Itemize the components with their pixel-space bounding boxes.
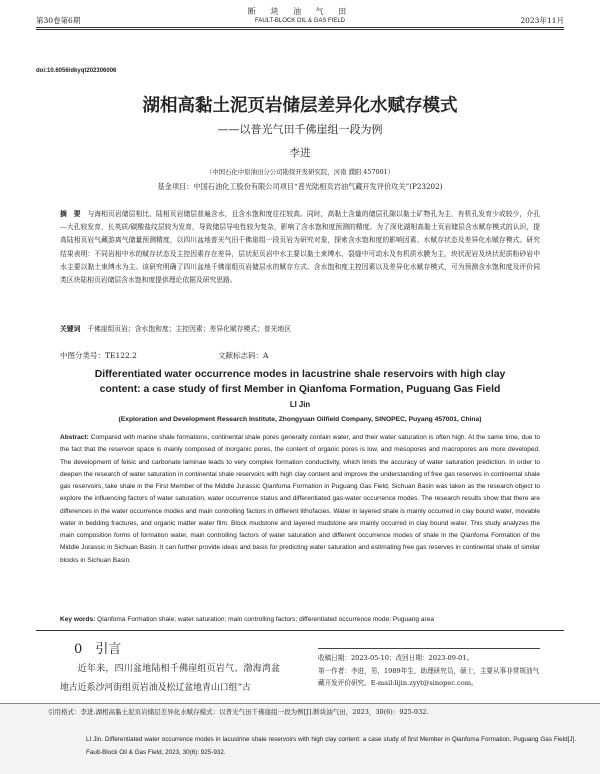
keywords-cn-label: 关键词 (60, 325, 81, 333)
title-en: Differentiated water occurrence modes in lacustrine shale reservoirs with high clay content: a case study of first Member in Qianfoma Formation, Puguang Gas Field (94, 369, 506, 395)
section-heading: 0 引言 (74, 642, 122, 657)
author-en: LI Jin (289, 400, 311, 409)
intro-paragraph: 近年来，四川盆地陆相千佛崖组页岩气、渤海湾盆地古近系沙河街组页岩油及松辽盆地青山口组“古 (60, 664, 280, 693)
journal-name-en: FAULT-BLOCK OIL & GAS FIELD (254, 18, 346, 24)
clc-number: 中图分类号：TE122.2 (60, 351, 137, 360)
affiliation-cn: （中国石化中原油田分公司勘探开发研究院，河南 濮阳 457001） (205, 168, 395, 176)
fund-note: 基金项目：中国石油化工股份有限公司项目“普光陆相页岩油气藏开发评价攻关”(P23202) (157, 182, 443, 191)
doi: doi:10.6056/dkyqt202306006 (36, 68, 117, 74)
footnote-rule (318, 648, 540, 649)
subtitle-cn: ——以普光气田千佛崖组一段为例 (217, 123, 383, 136)
keywords-en-label: Key words: (60, 616, 96, 623)
issue-date: 2023年11月 (520, 16, 564, 25)
title-cn: 湖相高黏土泥页岩储层差异化水赋存模式 (142, 96, 458, 116)
affiliation-en: (Exploration and Development Research Institute, Zhongyuan Oilfield Company, SINOPEC, Puyang 457001, China) (118, 416, 482, 423)
keywords-cn (60, 325, 540, 334)
header-rule-2 (36, 29, 564, 30)
author-cn: 李进 (289, 147, 311, 159)
keywords-en (60, 616, 540, 623)
footnote-block (318, 652, 540, 690)
received-date: 收稿日期：2023-05-10；改回日期：2023-09-01。 (318, 654, 474, 662)
abstract-en-label: Abstract: (60, 434, 89, 441)
keywords-cn-text: 千佛崖组页岩；含水饱和度；主控因素；差异化赋存模式；普光地区 (87, 325, 292, 333)
volume-issue: 第30卷第6期 (36, 16, 81, 25)
abstract-cn-label: 摘 要 (60, 210, 81, 218)
header-rule (36, 27, 564, 28)
abstract-bottom-rule (36, 630, 564, 631)
keywords-en-text: Qianfoma Formation shale; water saturation; main controlling factors; differentiated occurrence mode; Puguang area (97, 616, 434, 623)
abstract-en (60, 432, 540, 567)
abstract-cn-text: 与海相页岩储层相比，陆相页岩储层普遍含水，且含水饱和度往往较高。同时，高黏土含量的储层孔隙以黏土矿物孔为主，有机孔发育少或较少，介孔—大孔较发育，长英质/碳酸盐纹层较为发育，导致储层导电性较为复杂，影响了含水饱和度预测的精度。为了深化湖相高黏土页岩储层含水赋存模式的认识，提高陆相页岩气藏游离气储量预测精度，以四川盆地普光气田千佛崖组一段页岩为研究对象，探索含水饱和度的影响因素、水赋存状态及差异化水赋存模式。研究结果表明：不同岩相中水的赋存状态及主控因素存在差异，层状泥页岩中水主要以黏土束缚水、裂缝中可动水及有机质水膜为主，块状泥岩及块状泥质粉砂岩中水主要以黏土束缚水为主。该研究明确了四川盆地千佛崖组页岩储层水的赋存方式、含水饱和度主控因素以及差异化水赋存模式，可为预测含水饱和度及评价同类区块陆相页岩储层含水饱和度提供理论依据及研究思路。 (60, 210, 541, 285)
author-bio: 第一作者：李进，男，1989年生，助理研究员，硕士，主要从事非常规油气藏开发评价研究。E-mail:lijin.zyyt@sinopec.com。 (318, 666, 540, 687)
journal-name-cn: 断 块 油 气 田 (247, 7, 353, 16)
citation-cn: 引用格式：李进.湖相高黏土泥页岩储层差异化水赋存模式：以普光气田千佛崖组一段为例[J].断块油气田，2023，30(6)：925-932. (48, 708, 429, 716)
document-code: 文献标志码：A (218, 351, 269, 360)
citation-en: LI Jin. Differentiated water occurrence modes in lacustrine shale reservoirs with high clay content: a case study of first Member in Qianfoma Formation, Puguang Gas Field[J]. Fault-Block Oil & Gas Field, 2023, 30(6): 925-932. (86, 736, 576, 756)
abstract-en-text: Compared with marine shale formations, continental shale pores generally contain water, and their water saturation is often high. At the same time, due to the fact that the reservoir space is mainly composed of inorganic pores, the content of organic pores is low, and mesopores and macropores are more developed. The development of felsic and carbonate laminae leads to very complex formation conductivity, which limits the accuracy of water saturation prediction. In order to deepen the research of water saturation in continental shale reservoirs with high clay content and improve the understanding of free gas reserves in continental shale gas reservoirs, take shale in the First Member of the Middle Jurassic Qianfoma Formation in Puguang Gas Field, Sichuan Basin was taken as the research object to explore the influencing factors of water saturation, water occurrence status and differentiated gas-water occurrence modes. The research results show that there are differences in the water occurrence modes and main controlling factors in different lithofacies. Water in layered shale is mainly occurred in clay bound water, movable water in bedding fractures, and organic matter water film. Block mudstone and layered mudstone are mainly occurred in clay bound water. This study analyzes the main composition forms of formation water, main controlling factors of water saturation and different occurrence modes of shale in the Qianfoma Formation of the Middle Jurassic in Sichuan Basin. It can further provide ideas and basis for predicting water saturation and estimating free gas reserves in continental shale of similar blocks in Sichuan Basin. (60, 434, 540, 564)
abstract-cn (60, 208, 540, 287)
